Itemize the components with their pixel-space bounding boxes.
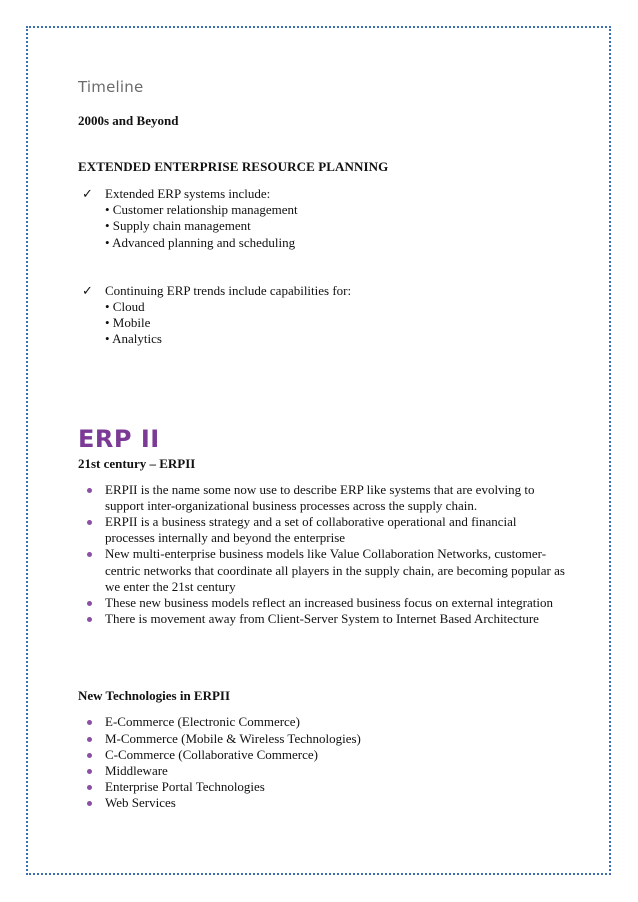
check-item-erp-trends [78, 283, 578, 348]
line: New multi-enterprise business models like Value Collaboration Networks, customer- [105, 546, 547, 562]
line: processes internally and beyond the enterprise [105, 530, 346, 546]
extended-erp-heading: EXTENDED ENTERPRISE RESOURCE PLANNING [78, 159, 389, 174]
bullet-dot-icon [87, 785, 92, 790]
line: M-Commerce (Mobile & Wireless Technologies) [105, 730, 361, 746]
line: E-Commerce (Electronic Commerce) [105, 714, 300, 730]
list-item [78, 714, 578, 730]
list-item [78, 514, 578, 546]
timeline-title: Timeline [78, 78, 144, 96]
line: centric networks that coordinate all players in the supply chain, are becoming popular as [105, 562, 565, 578]
line: Web Services [105, 795, 176, 811]
sub-item: • Supply chain management [105, 218, 251, 234]
line: we enter the 21st century [105, 578, 236, 594]
line: Middleware [105, 763, 168, 779]
list-item [78, 747, 578, 763]
sub-item: • Mobile [105, 315, 151, 331]
checkmark-icon: ✓ [82, 282, 93, 298]
line: support inter-organizational business processes across the supply chain. [105, 497, 478, 513]
list-item [78, 546, 578, 595]
erp2-title: ERP II [78, 424, 160, 453]
line: These new business models reflect an increased business focus on external integration [105, 595, 553, 611]
list-item [78, 611, 578, 627]
line: C-Commerce (Collaborative Commerce) [105, 746, 318, 762]
bullet-dot-icon [87, 617, 92, 622]
bullet-dot-icon [87, 601, 92, 606]
erp2-subtitle: 21st century – ERPII [78, 455, 196, 471]
new-tech-bullet-list [78, 714, 578, 811]
check-item-lead: Extended ERP systems include: [105, 186, 271, 201]
new-tech-heading: New Technologies in ERPII [78, 688, 231, 704]
sub-item: • Analytics [105, 331, 162, 347]
bullet-dot-icon [87, 552, 92, 557]
list-item [78, 731, 578, 747]
line: Enterprise Portal Technologies [105, 779, 265, 795]
sub-item: • Cloud [105, 299, 145, 315]
bullet-dot-icon [87, 753, 92, 758]
bullet-dot-icon [87, 488, 92, 493]
document-content [78, 76, 578, 812]
list-item [78, 779, 578, 795]
list-item [78, 795, 578, 811]
sub-item: • Advanced planning and scheduling [105, 234, 296, 250]
erp2-bullet-list [78, 482, 578, 628]
list-item [78, 482, 578, 514]
line: There is movement away from Client-Server System to Internet Based Architecture [105, 611, 539, 627]
sub-item: • Customer relationship management [105, 202, 298, 218]
list-item [78, 763, 578, 779]
bullet-dot-icon [87, 720, 92, 725]
list-item [78, 595, 578, 611]
bullet-dot-icon [87, 801, 92, 806]
check-item-extended-erp [78, 186, 578, 251]
checkmark-icon: ✓ [82, 186, 93, 201]
line: ERPII is a business strategy and a set of collaborative operational and financial [105, 514, 517, 530]
bullet-dot-icon [87, 520, 92, 525]
line: ERPII is the name some now use to describe ERP like systems that are evolving to [105, 481, 535, 497]
bullet-dot-icon [87, 769, 92, 774]
timeline-subtitle: 2000s and Beyond [78, 113, 179, 128]
check-item-lead: Continuing ERP trends include capabilities for: [105, 282, 352, 298]
bullet-dot-icon [87, 737, 92, 742]
